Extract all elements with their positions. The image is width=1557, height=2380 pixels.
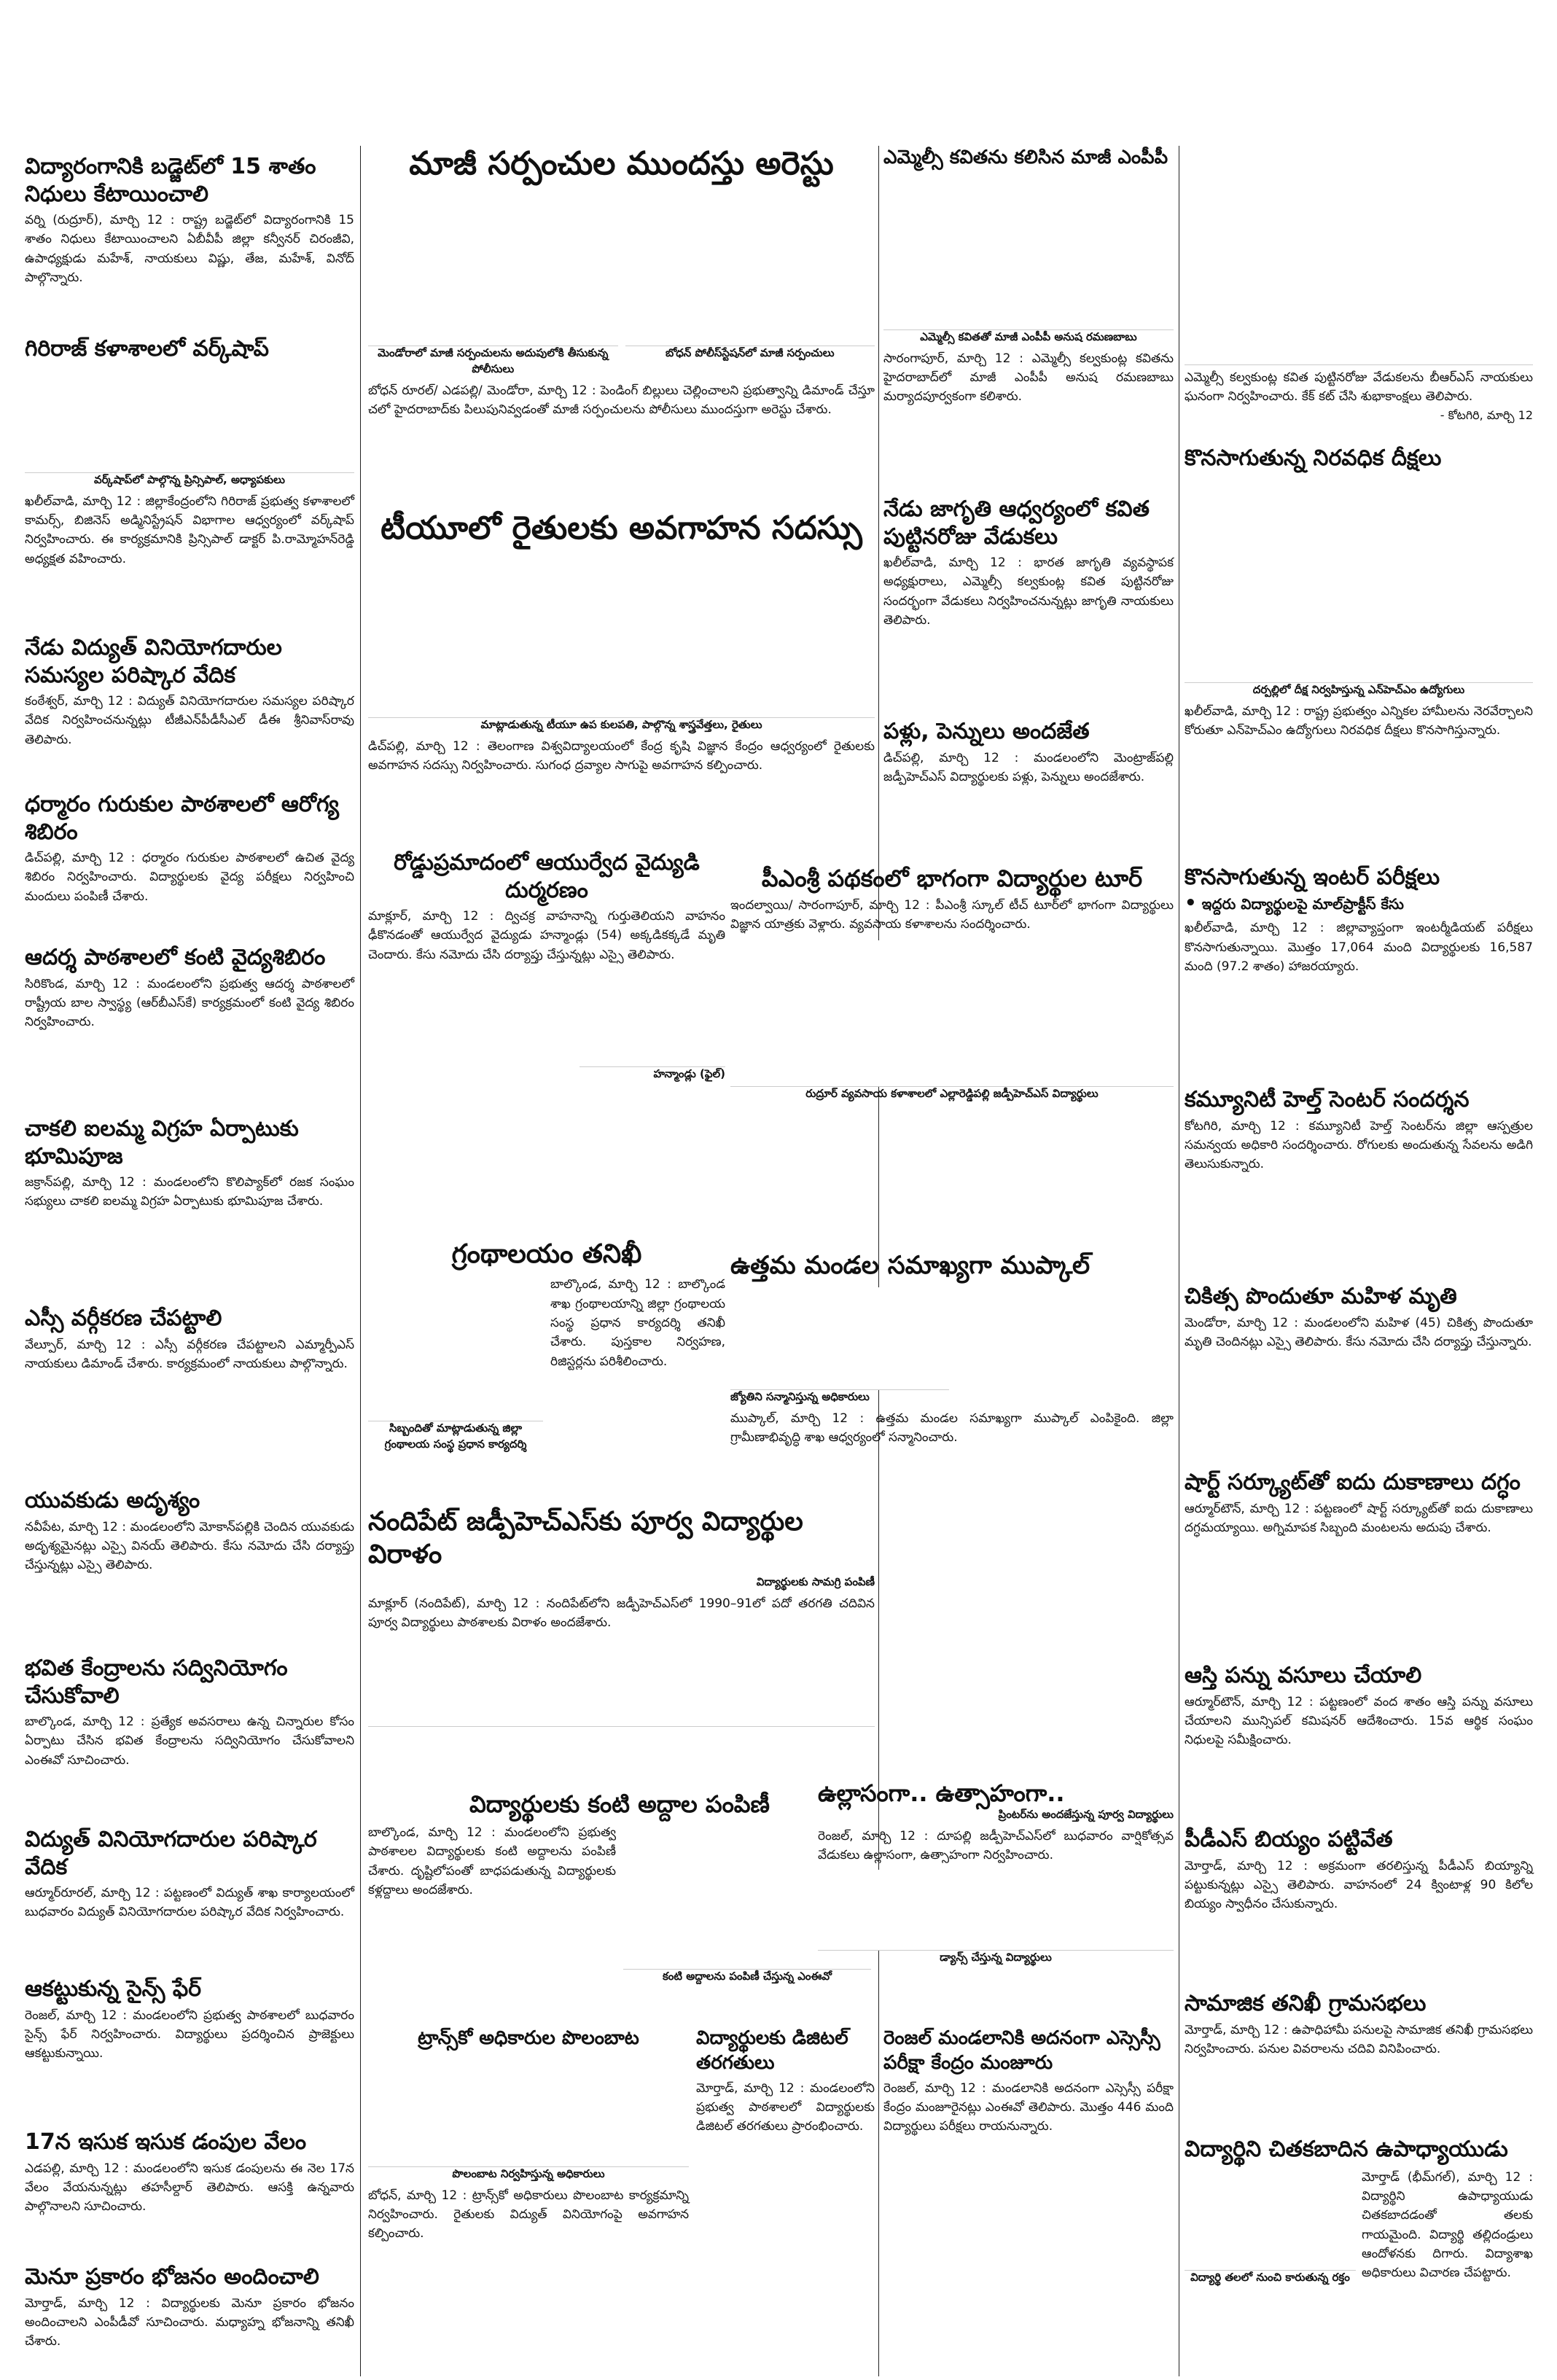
article-body: ఇందల్వాయి/ సారంగాపూర్, మార్చి 12 : పీఎంశ్రీ స్కూల్ టీచ్ టూర్‌లో భాగంగా విద్యార్థులు విజ్ఞాన యాత్రకు వెళ్లారు. వ్యవసాయ కళాశాలను సందర్శించారు. [730,898,1174,932]
bullet-icon: • [1185,891,1197,914]
news-photo [883,176,1174,330]
photo-caption: డ్యాన్స్ చేస్తున్న విద్యార్థులు [940,1950,1052,1964]
headline: పీఎంశ్రీ పథకంలో భాగంగా విద్యార్థుల టూర్ [761,865,1143,892]
headline: నందిపేట్ జడ్పీహెచ్‌ఎస్‌కు పూర్వ విద్యార్థుల విరాళం [368,1507,803,1569]
article-science-fair [25,1975,354,2129]
news-photo [368,189,618,346]
photo-caption: విద్యార్థి తలలో నుంచి కారుతున్న రక్తం [1190,2270,1350,2284]
photo-block [625,189,875,378]
article-kavitha-meet [883,146,1174,488]
article-body: మోర్తాడ్ (భీమ్‌గల్), మార్చి 12 : విద్యార్థిని ఉపాధ్యాయుడు చితకబాదడంతో తలకు గాయమైంది. విద్యార్థి తల్లిదండ్రులు ఆందోళనకు దిగారు. విద్యాశాఖ అధికారులు విచారణ చేపట్టారు. [1362,2169,1533,2281]
headline: కమ్యూనిటీ హెల్త్ సెంటర్ సందర్శన [1185,1087,1470,1112]
article-body: రెంజల్, మార్చి 12 : దూపల్లి జడ్పీహెచ్‌ఎస్‌లో బుధవారం వార్షికోత్సవ వేడుకలు ఉల్లాసంగా, ఉత్సాహంగా నిర్వహించారు. [818,1829,1174,1863]
article-body: ఖలీల్‌వాడి, మార్చి 12 : జిల్లాకేంద్రంలోని గిరిరాజ్ ప్రభుత్వ కళాశాలలో కామర్స్, బిజినెస్ అడ్మినిస్ట్రేషన్ విభాగాల ఆధ్వర్యంలో వర్క్‌షాప్ నిర్వహించారు. ఈ కార్యక్రమానికి ప్రిన్సిపాల్ డాక్టర్ పి.రామ్మోహన్‌రెడ్డి అధ్యక్షత వహించారు. [25,493,354,566]
headline: షార్ట్ సర్క్యూట్‌తో ఐదు దుకాణాలు దగ్ధం [1185,1470,1521,1495]
headline: గ్రంథాలయం తనిఖీ [451,1239,642,1269]
photo-caption: మెండోరాలో మాజీ సర్పంచులను అదుపులోకి తీసుకున్న పోలీసులు [378,346,609,375]
eyeglass-layout [368,1823,871,1986]
photo-caption: కంటి అద్దాలను పంపిణీ చేస్తున్న ఎంఈవో [662,1970,832,1983]
article-body: బోధన్, మార్చి 12 : ట్రాన్స్‌కో అధికారులు పొలంబాట కార్యక్రమాన్ని నిర్వహించారు. రైతులకు విద్యుత్ వినియోగంపై అవగాహన కల్పించారు. [368,2188,689,2242]
photo-row [368,189,875,378]
article-body: బోధన్ రూరల్/ ఎడపల్లి/ మెండోరా, మార్చి 12 : పెండింగ్ బిల్లులు చెల్లించాలని ప్రభుత్వాన్ని డిమాండ్ చేస్తూ చలో హైదరాబాద్‌కు పిలుపునివ్వడంతో మాజీ సర్పంచులను పోలీసులు ముందస్తుగా అరెస్టు చేశారు. [368,383,875,417]
article-body: రెంజల్, మార్చి 12 : మండలానికి అదనంగా ఎస్సెస్సీ పరీక్షా కేంద్రం మంజూరైనట్లు ఎంఈవో తెలిపారు. మొత్తం 446 మంది విద్యార్థులు పరీక్షలు రాయనున్నారు. [883,2080,1174,2134]
article-body: కోటగిరి, మార్చి 12 : కమ్యూనిటీ హెల్త్ సెంటర్‌ను జిల్లా ఆస్పత్రుల సమన్వయ అధికారి సందర్శించారు. రోగులకు అందుతున్న సేవలను అడిగి తెలుసుకున్నారు. [1185,1118,1533,1172]
news-photo [625,189,875,346]
article-body: ఖలీల్‌వాడి, మార్చి 12 : భారత జాగృతి వ్యవస్థాపక అధ్యక్షురాలు, ఎమ్మెల్సీ కల్వకుంట్ల కవిత పుట్టినరోజు సందర్భంగా వేడుకలు నిర్వహించనున్నట్లు జాగృతి నాయకులు తెలిపారు. [883,555,1174,628]
article-pmshri-tour [730,864,1174,1246]
article-health-centre [1185,1086,1533,1283]
article-dharmaram-health-camp [25,791,354,944]
article-body: ఆర్మూర్‌టౌన్, మార్చి 12 : పట్టణంలో వంద శాతం ఆస్తి పన్ను వసూలు చేయాలని మున్సిపల్ కమిషనర్ ఆదేశించారు. 15వ ఆర్థిక సంఘం నిధులపై సమీక్షించారు. [1185,1694,1533,1748]
article-body: కంఠేశ్వర్, మార్చి 12 : విద్యుత్ వినియోగదారుల సమస్యల పరిష్కార వేదిక నిర్వహించనున్నట్లు టీజీఎన్‌పీడీసీఎల్ డీఈ శ్రీనివాస్‌రావు తెలిపారు. [25,694,354,747]
article-body: మోర్తాడ్, మార్చి 12 : విద్యార్థులకు మెనూ ప్రకారం భోజనం అందించాలని ఎంపీడీవో సూచించారు. మధ్యాహ్న భోజనాన్ని తనిఖీ చేశారు. [25,2295,354,2349]
headline: విద్యారంగానికి బడ్జెట్‌లో 15 శాతం నిధులు కేటాయించాలి [25,154,316,207]
subheadline [1185,891,1533,916]
article-body: ఆర్మూర్‌రూరల్, మార్చి 12 : పట్టణంలో విద్యుత్ శాఖ కార్యాలయంలో బుధవారం విద్యుత్ వినియోగదారుల పరిష్కార వేదిక నిర్వహించారు. [25,1886,354,1920]
photo-caption: సిబ్బందితో మాట్లాడుతున్న జిల్లా గ్రంథాలయ సంస్థ ప్రధాన కార్యదర్శి [384,1421,527,1451]
article-mupkal-federation [730,1250,1174,1498]
article-education-budget [25,153,354,335]
headline: ఉల్లాసంగా.. ఉత్సాహంగా.. [818,1779,1065,1807]
library-layout [368,1275,725,1454]
article-giriraj-workshop [25,335,354,634]
article-nandipet-alumni [368,1505,875,1786]
headline: ఎమ్మెల్సీ కవితను కలిసిన మాజీ ఎంపీపీ [883,147,1168,168]
headline: 17న ఇసుక ఇసుక డంపుల వేలం [25,2129,307,2155]
news-photo [818,1870,1174,1951]
article-body: జక్రాన్‌పల్లి, మార్చి 12 : మండలంలోని కొలిప్యాక్‌లో రజక సంఘం సభ్యులు చాకలి ఐలమ్మ విగ్రహ ఏర్పాటుకు భూమిపూజ చేశారు. [25,1175,354,1209]
photo-caption: మాట్లాడుతున్న టీయూ ఉప కులపతి, పాల్గొన్న శాస్త్రవేత్తలు, రైతులు [480,717,762,731]
headline: ఆదర్శ పాఠశాలలో కంటి వైద్యశిబిరం [25,945,326,970]
headline: యువకుడు అదృశ్యం [25,1488,200,1513]
headline: పీడీఎస్ బియ్యం పట్టివేత [1185,1827,1393,1852]
article-power-consumers [25,1826,354,1975]
headline: కొనసాగుతున్న ఇంటర్ పరీక్షలు [1185,865,1440,890]
headline: ఆకట్టుకున్న సైన్స్ ఫేర్ [25,1976,201,2002]
headline: చాకలి ఐలమ్మ విగ్రహ ఏర్పాటుకు భూమిపూజ [25,1116,299,1169]
headline: ఆస్తి పన్ను వసూలు చేయాలి [1185,1663,1422,1688]
subheadline-text: ఇద్దరు విద్యార్థులపై మాల్‌ప్రాక్టీస్ కేసు [1201,894,1404,913]
article-body: వర్ని (రుద్రూర్), మార్చి 12 : రాష్ట్ర బడ్జెట్‌లో విద్యారంగానికి 15 శాతం నిధులు కేటాయించాలని ఏబీవీపీ జిల్లా కన్వీనర్ చిరంజీవి, ఉపాధ్యక్షుడు మహేశ్, నాయకులు విష్ణు, తేజ, మహేశ్, వినోద్ పాల్గొన్నారు. [25,213,354,286]
article-body: డిచ్‌పల్లి, మార్చి 12 : ధర్మారం గురుకుల పాఠశాలలో ఉచిత వైద్య శిబిరం నిర్వహించారు. విద్యార్థులకు వైద్య పరీక్షలు నిర్వహించి మందులు పంపిణీ చేశారు. [25,851,354,904]
news-photo [25,363,354,473]
headline: చికిత్స పొందుతూ మహిళ మృతి [1185,1284,1457,1309]
photo-caption: హన్మాండ్లు (ఫైల్) [653,1067,725,1081]
headline: విద్యార్థులకు కంటి అద్దాల పంపిణీ [469,1790,770,1818]
headline: రెంజల్ మండలానికి అదనంగా ఎస్సెస్సీ పరీక్షా కేంద్రం మంజూరు [883,2027,1160,2074]
news-photo [368,1639,875,1727]
article-body: బాల్కొండ, మార్చి 12 : మండలంలోని ప్రభుత్వ పాఠశాలల విద్యార్థులకు కంటి అద్దాలను పంపిణీ చేశారు. దృష్టిలోపంతో బాధపడుతున్న విద్యార్థులకు కళ్లద్దాలు అందజేశారు. [368,1825,616,1898]
article-body: నవీపేట, మార్చి 12 : మండలంలోని మోకాన్‌పల్లికి చెందిన యువకుడు అదృశ్యమైనట్లు ఎస్సై వినయ్ తెలిపారు. కేసు నమోదు చేసి దర్యాప్తు చేస్తున్నట్లు ఎస్సై తెలిపారు. [25,1519,354,1573]
news-photo [1185,478,1533,683]
article-body: ఆర్మూర్‌టౌన్, మార్చి 12 : పట్టణంలో షార్ట్ సర్క్యూట్‌తో ఐదు దుకాణాలు దగ్ధమయ్యాయి. అగ్నిమాపక సిబ్బంది మంటలను అదుపు చేశారు. [1185,1501,1533,1535]
headline: ధర్మారం గురుకుల పాఠశాలలో ఆరోగ్య శిబిరం [25,792,340,845]
photo-caption: జ్యోతిని సన్మానిస్తున్న అధికారులు [730,1389,870,1403]
article-ayurveda-doctor [368,849,725,1221]
headline: విద్యార్థులకు డిజిటల్ తరగతులు [696,2027,848,2074]
article-woman-death [1185,1283,1533,1469]
article-pds-rice [1185,1826,1533,1990]
headline: భవిత కేంద్రాలను సద్వినియోగం చేసుకోవాలి [25,1655,288,1709]
article-kavitha-birthday-brs [1185,146,1533,445]
dateline: - కోటగిరి, మార్చి 12 [1440,407,1533,422]
headline: టీయూలో రైతులకు అవగాహన సదస్సు [381,510,862,547]
left-column [25,0,354,2380]
column-rule [360,146,361,2376]
article-youth-missing [25,1487,354,1655]
article-digital-classes [696,2026,875,2380]
article-menu-meals [25,2263,354,2380]
teacher-layout [1185,2168,1533,2287]
article-eye-camp [25,944,354,1115]
article-sc-classification [25,1305,354,1487]
photo-caption: వర్క్‌షాప్‌లో పాల్గొన్న ప్రిన్సిపాల్, అధ్యాపకులు [94,472,285,486]
photo-caption: విద్యార్థులకు సామగ్రి పంపిణీ [756,1575,875,1588]
article-body: మోర్తాడ్, మార్చి 12 : మండలంలోని ప్రభుత్వ పాఠశాలలో విద్యార్థులకు డిజిటల్ తరగతులు ప్రారంభించారు. [696,2080,875,2134]
article-body: ఖలీల్‌వాడి, మార్చి 12 : జిల్లావ్యాప్తంగా ఇంటర్మీడియట్ పరీక్షలు కొనసాగుతున్నాయి. మొత్తం 17,064 మంది విద్యార్థులకు 16,587 మంది (97.2 శాతం) హాజరయ్యారు. [1185,921,1533,974]
article-library-inspection [368,1239,725,1502]
article-property-tax [1185,1662,1533,1826]
news-photo [580,972,725,1067]
article-sarpanch-arrest [368,146,875,503]
article-body: మోర్తాడ్, మార్చి 12 : ఉపాధిహామీ పనులపై సామాజిక తనిఖీ గ్రామసభలు నిర్వహించారు. పనుల వివరాలను చదివి వినిపించారు. [1185,2022,1533,2056]
headline: ఉత్తమ మండల సమాఖ్యగా ముప్కాల్ [730,1251,1090,1280]
article-body: రెంజల్, మార్చి 12 : మండలంలోని ప్రభుత్వ పాఠశాలలో బుధవారం సైన్స్ ఫేర్ నిర్వహించారు. విద్యార్థులు ప్రదర్శించిన ప్రాజెక్టులు ఆకట్టుకున్నాయి. [25,2008,354,2061]
photo-caption: పొలంబాట నిర్వహిస్తున్న అధికారులు [452,2166,605,2180]
headline: పళ్లు, పెన్నులు అందజేత [883,719,1090,744]
photo-caption: దర్పల్లిలో దీక్ష నిర్వహిస్తున్న ఎన్‌హెచ్‌ఎం ఉద్యోగులు [1252,682,1465,696]
article-body: ముప్కాల్, మార్చి 12 : ఉత్తమ మండల సమాఖ్యగా ముప్కాల్ ఎంపికైంది. జిల్లా గ్రామీణాభివృద్ధి శాఖ ఆధ్వర్యంలో సన్మానించారు. [730,1411,1174,1445]
photo-caption: రుద్రూర్ వ్యవసాయ కళాశాలలో ఎల్లారెడ్డిపల్లి జడ్పీహెచ్‌ఎస్ విద్యార్థులు [805,1086,1099,1100]
article-body: బాల్కొండ, మార్చి 12 : బాల్కొండ శాఖ గ్రంథాలయాన్ని జిల్లా గ్రంథాలయ సంస్థ ప్రధాన కార్యదర్శి తనిఖీ చేశారు. పుస్తకాల నిర్వహణ, రిజిస్టర్లను పరిశీలించారు. [550,1277,725,1369]
news-photo [1185,2168,1356,2271]
article-power-forum [25,634,354,791]
article-indefinite-fast [1185,445,1533,860]
article-sand-auction [25,2129,354,2263]
photo-caption: బోధన్ పోలీస్‌స్టేషన్‌లో మాజీ సర్పంచులు [665,346,835,359]
article-jagruti-birthday [883,496,1174,714]
headline: నేడు జాగృతి ఆధ్వర్యంలో కవిత పుట్టినరోజు వేడుకలు [883,496,1150,550]
article-inter-exams [1185,864,1533,1082]
article-ailamma-statue [25,1115,354,1305]
article-body: వేల్పూర్, మార్చి 12 : ఎస్సీ వర్గీకరణ చేపట్టాలని ఎమ్మార్పీఎస్ నాయకులు డిమాండ్ చేశారు. కార్యక్రమంలో నాయకులు పాల్గొన్నారు. [25,1337,354,1371]
news-photo [368,1275,543,1421]
headline: విద్యార్థిని చితకబాదిన ఉపాధ్యాయుడు [1185,2137,1508,2162]
article-body: మాక్లూర్, మార్చి 12 : ద్విచక్ర వాహనాన్ని గుర్తుతెలియని వాహనం ఢీకొనడంతో ఆయుర్వేద వైద్యుడు హన్మాండ్లు (54) అక్కడికక్కడే మృతి చెందారు. కేసు నమోదు చేసి దర్యాప్తు చేస్తున్నట్లు ఎస్సై తెలిపారు. [368,909,725,962]
article-teacher-beats-student [1185,2136,1533,2380]
photo-block [368,1275,543,1454]
article-body: సారంగాపూర్, మార్చి 12 : ఎమ్మెల్సీ కల్వకుంట్ల కవితను హైదరాబాద్‌లో మాజీ ఎంపీపీ అనుష రమణబాబు మర్యాదపూర్వకంగా కలిశారు. [883,351,1174,405]
article-body: ఎడపల్లి, మార్చి 12 : మండలంలోని ఇసుక డంపులను ఈ నెల 17న వేలం వేయనున్నట్లు తహసీల్దార్ తెలిపారు. ఆసక్తి ఉన్నవారు పాల్గొనాలని సూచించారు. [25,2161,354,2215]
headline: విద్యుత్ వినియోగదారుల పరిష్కార వేదిక [25,1827,317,1880]
article-joyful-celebration [818,1779,1174,2026]
headline: మెనూ ప్రకారం భోజనం అందించాలి [25,2264,319,2290]
headline: గిరిరాజ్ కళాశాలలో వర్క్‌షాప్ [25,336,269,362]
article-body: ఎమ్మెల్సీ కల్వకుంట్ల కవిత పుట్టినరోజు వేడుకలను బీఆర్‌ఎస్ నాయకులు ఘనంగా నిర్వహించారు. కేక్ కట్ చేసి శుభాకాంక్షలు తెలిపారు. [1185,370,1533,405]
article-eyeglass-distribution [368,1790,871,2023]
article-body: మెండోరా, మార్చి 12 : మండలంలోని మహిళ (45) చికిత్స పొందుతూ మృతి చెందినట్లు ఎస్సై తెలిపారు. కేసు నమోదు చేసి దర్యాప్తు చేస్తున్నారు. [1185,1315,1533,1349]
article-body: సిరికొండ, మార్చి 12 : మండలంలోని ప్రభుత్వ ఆదర్శ పాఠశాలలో రాష్ట్రీయ బాల స్వాస్థ్య (ఆర్‌బీఎస్‌కే) కార్యక్రమంలో కంటి వైద్య శిబిరం నిర్వహించారు. [25,976,354,1030]
news-photo [368,553,875,718]
headline: ట్రాన్స్‌కో అధికారుల పొలంబాట [418,2027,639,2049]
photo-block [1185,2168,1356,2287]
lead-headline: మాజీ సర్పంచుల ముందస్తు అరెస్టు [409,145,834,182]
news-photo [368,2057,689,2167]
headline: ఎస్సీ వర్గీకరణ చేపట్టాలి [25,1306,222,1331]
article-body: మాక్లూర్ (నందిపేట్), మార్చి 12 : నందిపేట్‌లోని జడ్పీహెచ్‌ఎస్‌లో 1990–91లో పదో తరగతి చదివిన పూర్వ విద్యార్థులు పాఠశాలకు విరాళం అందజేశారు. [368,1596,875,1631]
article-body: మోర్తాడ్, మార్చి 12 : అక్రమంగా తరలిస్తున్న పీడీఎస్ బియ్యాన్ని పట్టుకున్నట్లు ఎస్సై తెలిపారు. వాహనంలో 24 క్వింటాళ్ల 90 కిలోల బియ్యం స్వాధీనం చేసుకున్నారు. [1185,1858,1533,1912]
article-ssc-centre [883,2026,1174,2380]
headline: నేడు విద్యుత్ వినియోగదారుల సమస్యల పరిష్కార వేదిక [25,635,282,688]
article-transco [368,2026,689,2380]
article-fruits-pens [883,718,1174,857]
article-social-audit [1185,1990,1533,2136]
article-short-circuit [1185,1469,1533,1662]
article-body: ఖలీల్‌వాడి, మార్చి 12 : రాష్ట్ర ప్రభుత్వం ఎన్నికల హామీలను నెరవేర్చాలని కోరుతూ ఎన్‌హెచ్‌ఎం ఉద్యోగులు నిరవధిక దీక్షలు కొనసాగిస్తున్నారు. [1185,703,1533,738]
headline: రోడ్డుప్రమాదంలో ఆయుర్వేద వైద్యుడి దుర్మరణం [394,850,700,903]
right-column [1185,0,1533,2380]
headline: కొనసాగుతున్న నిరవధిక దీక్షలు [1185,445,1442,471]
news-photo [1185,146,1533,365]
article-body: డిచ్‌పల్లి, మార్చి 12 : తెలంగాణ విశ్వవిద్యాలయంలో కేంద్ర కృషి విజ్ఞాన కేంద్రం ఆధ్వర్యంలో రైతులకు అవగాహన సదస్సు నిర్వహించారు. సుగంధ ద్రవ్యాల సాగుపై అవగాహన కల్పించారు. [368,738,875,773]
article-bhavita-centres [25,1655,354,1826]
photo-block [368,189,618,378]
article-body: బాల్కొండ, మార్చి 12 : ప్రత్యేక అవసరాలు ఉన్న చిన్నారుల కోసం ఏర్పాటు చేసిన భవిత కేంద్రాలను సద్వినియోగం చేసుకోవాలని ఎంఈవో సూచించారు. [25,1714,354,1768]
article-body: డిచ్‌పల్లి, మార్చి 12 : మండలంలోని మెంట్రాజ్‌పల్లి జడ్పీహెచ్‌ఎస్ విద్యార్థులకు పళ్లు, పెన్నులు అందజేశారు. [883,750,1174,784]
photo-caption: ఎమ్మెల్సీ కవితతో మాజీ ఎంపీపీ అనుష రమణబాబు [920,329,1137,343]
news-photo [730,1287,949,1390]
photo-caption: ప్రింటర్‌ను అందజేస్తున్న పూర్వ విద్యార్థులు [998,1808,1174,1821]
news-photo [730,940,1174,1087]
article-tu-farmers [368,510,875,842]
headline: సామాజిక తనిఖీ గ్రామసభలు [1185,1991,1427,2016]
